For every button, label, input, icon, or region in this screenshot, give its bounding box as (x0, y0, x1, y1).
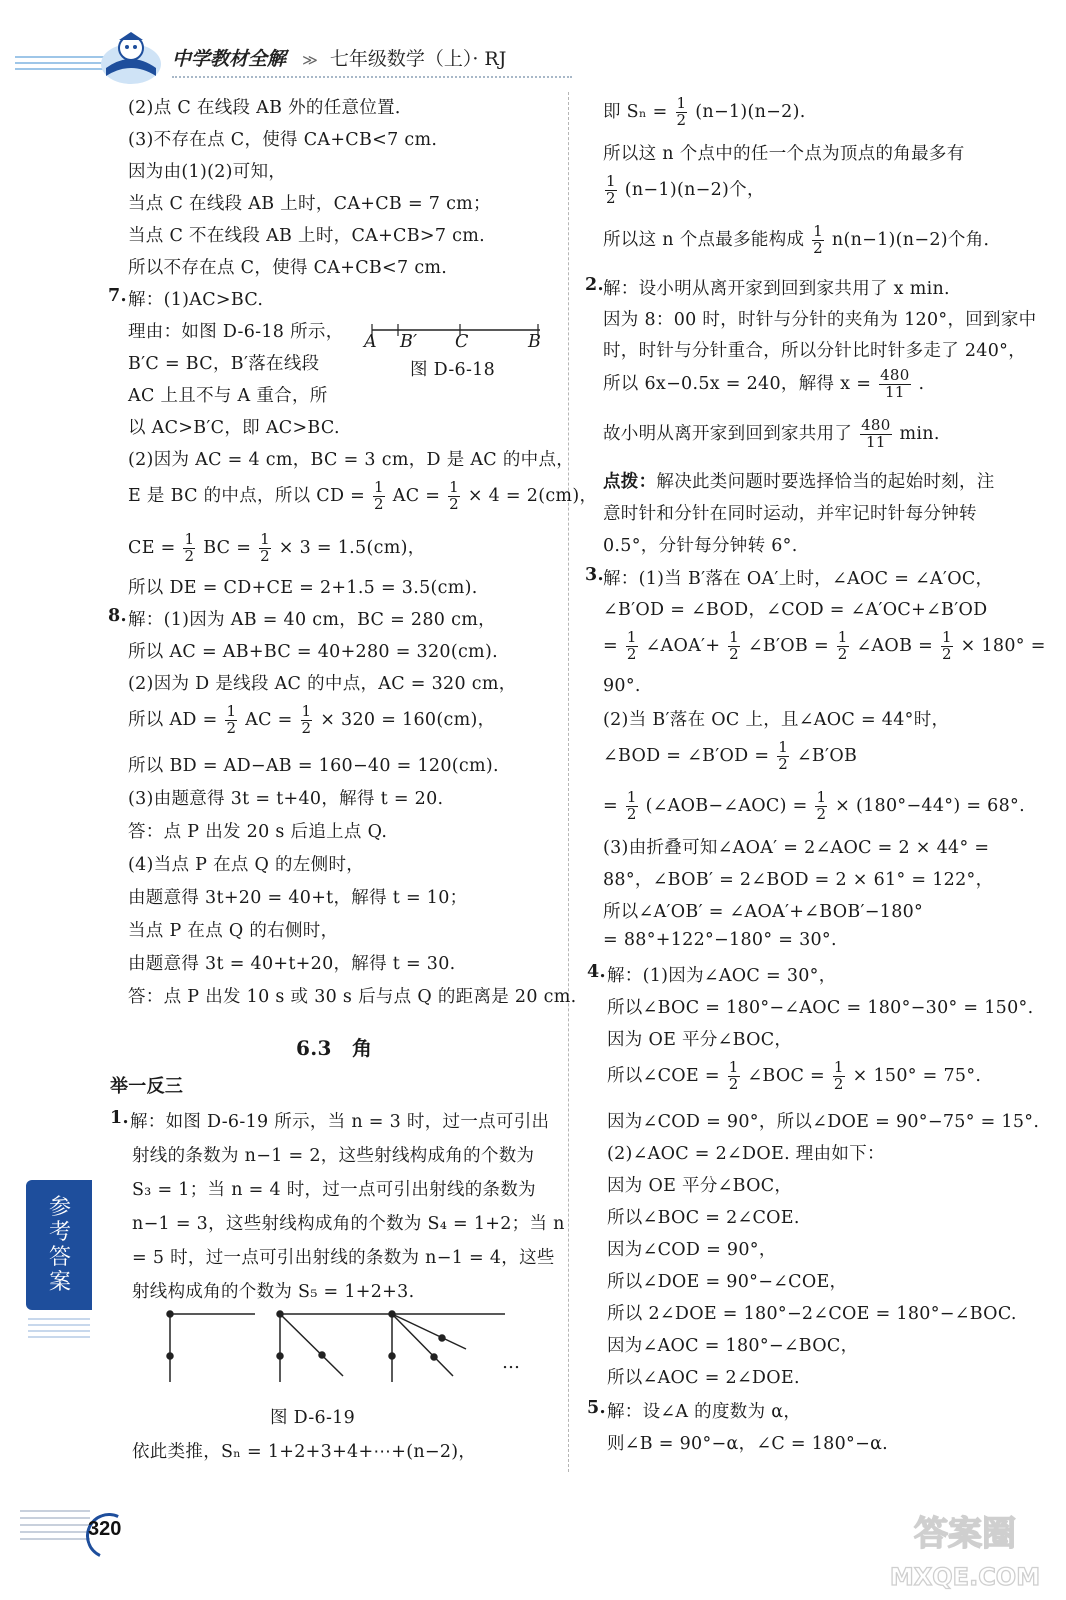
text-part: ∠B′OB = (747, 635, 829, 656)
fraction (837, 630, 849, 663)
watermark-logo (880, 1505, 1050, 1595)
numerator: 1 (301, 702, 312, 720)
answer-line (603, 224, 1001, 257)
fraction (728, 630, 740, 663)
text-part: 所以∠COE = (607, 1065, 720, 1086)
tip-line: 意时针和分针在同时运动，并牢记时针每分钟转 (603, 504, 977, 524)
text-part: 所以 6x−0.5x = 240，解得 x = (603, 373, 872, 394)
fraction (777, 740, 789, 773)
denominator: 2 (449, 494, 459, 513)
numerator: 1 (941, 628, 952, 646)
answer-line: (3)由折叠可知∠AOA′ = 2∠AOC = 2 × 44° = (603, 838, 990, 858)
text-part: 所以 AD = (128, 709, 218, 730)
fraction (833, 1060, 845, 1093)
text-part: AC = (245, 709, 293, 730)
answer-line: 因为 OE 平分∠BOC， (607, 1176, 793, 1196)
answer-line: AC 上且不与 A 重合，所 (128, 386, 328, 406)
text-part: (∠AOB−∠AOC) = (645, 795, 808, 816)
answer-line (128, 480, 597, 513)
tip-label: 点拨： (603, 472, 657, 492)
answer-line: (3)由题意得 3t = t+40，解得 t = 20. (128, 789, 444, 809)
book-subtitle: 七年级数学（上）· RJ (329, 48, 507, 70)
fraction (879, 368, 911, 401)
answer-line: 所以 2∠DOE = 180°−2∠COE = 180°−∠BOC. (607, 1304, 1017, 1324)
question-number: 1. (110, 1108, 129, 1128)
tip-line (603, 468, 995, 493)
answer-line (128, 704, 495, 737)
answer-line: n−1 = 3，这些射线构成角的个数为 S₄ = 1+2；当 n (132, 1214, 565, 1234)
fraction (373, 480, 385, 513)
denominator: 2 (729, 644, 740, 663)
answer-line: 90°. (603, 676, 641, 696)
answer-line: 当点 C 在线段 AB 上时，CA+CB = 7 cm； (128, 194, 491, 214)
answer-line (128, 532, 426, 565)
answer-line: 解：设∠A 的度数为 α， (607, 1402, 802, 1422)
header-text (172, 44, 506, 71)
text-part: ∠BOD = ∠B′OD = (603, 745, 770, 766)
column-divider (568, 92, 569, 1472)
fraction (259, 532, 271, 565)
text-part: AC = (392, 485, 441, 506)
answer-line: 所以∠BOC = 2∠COE. (607, 1208, 800, 1228)
denominator: 2 (626, 644, 637, 663)
side-tab-decor (28, 1318, 90, 1342)
denominator: 11 (866, 432, 886, 451)
denominator: 2 (184, 546, 195, 565)
figure-d-6-18-segment (360, 318, 545, 352)
text-part: × 150° = 75°. (852, 1065, 982, 1086)
numerator: 1 (729, 628, 740, 646)
page-header (0, 0, 1066, 90)
text-part: 故小明从离开家到回到家共用了 (603, 423, 853, 444)
answer-line: 所以 DE = CD+CE = 2+1.5 = 3.5(cm). (128, 578, 478, 598)
answer-line: S₃ = 1；当 n = 4 时，过一点可引出射线的条数为 (132, 1180, 536, 1200)
answer-line: (2)点 C 在线段 AB 外的任意位置． (128, 98, 413, 118)
answer-line: 解：(1)因为 AB = 40 cm，BC = 280 cm， (128, 610, 496, 630)
answer-line: 所以∠AOC = 2∠DOE. (607, 1368, 800, 1388)
fraction (815, 790, 827, 823)
watermark-cn: 答案圈 (914, 1514, 1016, 1554)
answer-line: 当点 P 在点 Q 的右侧时， (128, 921, 339, 941)
answer-line: 解：如图 D-6-19 所示，当 n = 3 时，过一点可引出 (130, 1112, 550, 1132)
question-number: 2. (585, 275, 604, 295)
answer-line: = 5 时，过一点可引出射线的条数为 n−1 = 4，这些 (132, 1248, 555, 1268)
text-part: (n−1)(n−2)个， (624, 179, 765, 200)
text-part: ∠BOC = (747, 1065, 826, 1086)
question-number: 4. (587, 962, 606, 982)
numerator: 1 (833, 1058, 844, 1076)
watermark-text: MXQE.COM (889, 1563, 1041, 1591)
answer-line: 射线的条数为 n−1 = 2，这些射线构成角的个数为 (132, 1146, 535, 1166)
text-part: (n−1)(n−2). (695, 101, 806, 122)
question-number: 8. (108, 606, 127, 626)
answer-line (603, 368, 924, 401)
answer-line: 所以 BD = AD−AB = 160−40 = 120(cm). (128, 756, 499, 776)
answer-line: 由题意得 3t+20 = 40+t，解得 t = 10； (128, 888, 468, 908)
answer-line: 所以 AC = AB+BC = 40+280 = 320(cm). (128, 642, 498, 662)
denominator: 2 (816, 804, 827, 823)
side-tab-label: 参考答案 (48, 1195, 71, 1295)
fraction (676, 96, 688, 129)
answer-line: 时，时针与分针重合，所以分针比时针多走了 240°， (603, 341, 1027, 361)
answer-line (603, 96, 806, 129)
answer-line: 所以不存在点 C，使得 CA+CB<7 cm. (128, 258, 448, 278)
answer-line (607, 1060, 981, 1093)
answer-line: 解：设小明从离开家到回到家共用了 x min. (603, 279, 950, 299)
denominator: 2 (374, 494, 384, 513)
text-part: min. (899, 423, 940, 444)
numerator: 1 (260, 530, 270, 548)
numerator: 1 (226, 702, 237, 720)
answer-line: 因为∠AOC = 180°−∠BOC， (607, 1336, 859, 1356)
fraction (626, 630, 638, 663)
numerator: 1 (837, 628, 848, 646)
answer-line: (2)当 B′落在 OC 上，且∠AOC = 44°时， (603, 710, 950, 730)
fraction (448, 480, 460, 513)
answer-line: 答：点 P 出发 20 s 后追上点 Q. (128, 822, 388, 842)
denominator: 2 (301, 718, 312, 737)
answer-line: 以 AC>B′C，即 AC>BC. (128, 418, 340, 438)
ellipsis: … (502, 1352, 521, 1373)
text-part: BC = (203, 537, 252, 558)
double-arrow-icon: ≫ (302, 51, 318, 69)
answer-line: 依此类推，Sₙ = 1+2+3+4+⋯+(n−2)， (132, 1442, 477, 1462)
answer-line (603, 418, 940, 451)
text-part: × 4 = 2(cm)， (467, 485, 598, 506)
answer-line: 则∠B = 90°−α，∠C = 180°−α. (607, 1434, 889, 1454)
denominator: 2 (837, 644, 848, 663)
text-part: × 180° = (960, 635, 1046, 656)
answer-line: 因为由(1)(2)可知， (128, 162, 287, 182)
numerator: 1 (606, 172, 616, 190)
text-part: n(n−1)(n−2)个角． (831, 229, 1002, 250)
figure-d-6-19-rays (160, 1306, 570, 1386)
answer-line: 解：(1)当 B′落在 OA′上时，∠AOC = ∠A′OC， (603, 569, 994, 589)
answer-line (603, 630, 1046, 663)
text-part: = (603, 795, 618, 816)
answer-line: (2)因为 AC = 4 cm，BC = 3 cm，D 是 AC 的中点， (128, 450, 575, 470)
text-part: 解决此类问题时要选择恰当的起始时刻，注 (656, 472, 995, 492)
text-part: 所以这 n 个点最多能构成 (603, 229, 805, 250)
numerator: 1 (816, 788, 827, 806)
tip-line: 0.5°，分针每分钟转 6°. (603, 536, 798, 556)
text-part: CE = (128, 537, 176, 558)
text-part: × 320 = 160(cm)， (320, 709, 496, 730)
denominator: 2 (676, 110, 687, 129)
numerator: 1 (626, 628, 637, 646)
denominator: 2 (813, 238, 824, 257)
denominator: 2 (260, 546, 270, 565)
text-part: . (918, 373, 925, 394)
numerator: 1 (374, 478, 384, 496)
fraction (605, 174, 617, 207)
answer-line: 解：(1)因为∠AOC = 30°， (607, 966, 837, 986)
text-part: ∠AOB = (856, 635, 934, 656)
subsection-title: 举一反三 (110, 1076, 184, 1097)
text-part: × 3 = 1.5(cm)， (278, 537, 426, 558)
text-part: ∠B′OB (796, 745, 858, 766)
answer-line: 解：(1)AC>BC. (128, 290, 264, 310)
numerator: 1 (813, 222, 824, 240)
fraction (183, 532, 195, 565)
answer-line: 所以∠DOE = 90°−∠COE， (607, 1272, 848, 1292)
fraction (941, 630, 953, 663)
header-dotted-rule (172, 76, 572, 78)
answer-line: 88°，∠BOB′ = 2∠BOD = 2 × 61° = 122°， (603, 870, 994, 890)
answer-line: 理由：如图 D-6-18 所示， (128, 322, 344, 342)
denominator: 2 (833, 1074, 844, 1093)
answer-line: 所以这 n 个点中的任一个点为顶点的角最多有 (603, 144, 965, 164)
figure-label: B (528, 332, 542, 352)
figure-label: C (455, 332, 469, 352)
answer-line: 答：点 P 出发 10 s 或 30 s 后与点 Q 的距离是 20 cm. (128, 987, 577, 1007)
answer-line: 射线构成角的个数为 S₅ = 1+2+3. (132, 1282, 415, 1302)
fraction (225, 704, 237, 737)
denominator: 2 (728, 1074, 739, 1093)
page-number: 320 (88, 1518, 122, 1540)
answer-line: (2)∠AOC = 2∠DOE. 理由如下： (607, 1144, 885, 1164)
numerator: 1 (728, 1058, 739, 1076)
text-part: = (603, 635, 618, 656)
text-part: × (180°−44°) = 68°. (835, 795, 1025, 816)
book-mascot-logo-icon (96, 30, 166, 88)
answer-line: ∠B′OD = ∠BOD，∠COD = ∠A′OC+∠B′OD (603, 600, 988, 620)
denominator: 2 (626, 804, 637, 823)
book-title: 中学教材全解 (172, 48, 287, 70)
numerator: 480 (861, 416, 891, 434)
answer-line (603, 740, 857, 773)
numerator: 480 (880, 366, 910, 384)
figure-caption: 图 D-6-18 (410, 360, 496, 380)
denominator: 2 (226, 718, 237, 737)
numerator: 1 (676, 94, 687, 112)
answer-line: 因为 OE 平分∠BOC， (607, 1030, 793, 1050)
numerator: 1 (184, 530, 195, 548)
answer-line (603, 790, 1025, 823)
numerator: 1 (778, 738, 789, 756)
fraction (301, 704, 313, 737)
denominator: 2 (941, 644, 952, 663)
footer-decor-lines (20, 1510, 90, 1545)
numerator: 1 (449, 478, 459, 496)
question-number: 7. (108, 286, 127, 306)
numerator: 1 (626, 788, 637, 806)
question-number: 3. (585, 565, 604, 585)
figure-caption: 图 D-6-19 (270, 1408, 356, 1428)
answer-line: 因为∠COD = 90°， (607, 1240, 777, 1260)
answer-line: = 88°+122°−180° = 30°. (603, 930, 837, 950)
denominator: 11 (884, 382, 905, 401)
answer-line: 所以∠BOC = 180°−∠AOC = 180°−30° = 150°. (607, 998, 1034, 1018)
fraction (860, 418, 892, 451)
answer-line (603, 174, 765, 207)
text-part: 即 Sₙ = (603, 101, 668, 122)
denominator: 2 (606, 188, 616, 207)
answer-line: (3)不存在点 C，使得 CA+CB<7 cm. (128, 130, 438, 150)
answer-line: 因为 8：00 时，时针与分针的夹角为 120°，回到家中 (603, 310, 1037, 330)
text-part: ∠AOA′+ (645, 635, 721, 656)
section-title: 6.3 角 (296, 1036, 373, 1060)
text-part: E 是 BC 的中点，所以 CD = (128, 485, 366, 506)
answer-line: 当点 C 不在线段 AB 上时，CA+CB>7 cm. (128, 226, 485, 246)
answer-line: B′C = BC，B′落在线段 (128, 354, 320, 374)
figure-label: B′ (400, 332, 418, 352)
answer-line: 所以∠A′OB′ = ∠AOA′+∠BOB′−180° (603, 902, 924, 922)
answer-line: (2)因为 D 是线段 AC 的中点，AC = 320 cm， (128, 674, 517, 694)
question-number: 5. (587, 1398, 606, 1418)
answer-line: (4)当点 P 在点 Q 的左侧时， (128, 855, 365, 875)
fraction (812, 224, 824, 257)
answer-line: 由题意得 3t = 40+t+20，解得 t = 30. (128, 954, 456, 974)
figure-label: A (364, 332, 377, 352)
fraction (728, 1060, 740, 1093)
denominator: 2 (778, 754, 789, 773)
fraction (626, 790, 638, 823)
answer-line: 因为∠COD = 90°，所以∠DOE = 90°−75° = 15°. (607, 1112, 1040, 1132)
